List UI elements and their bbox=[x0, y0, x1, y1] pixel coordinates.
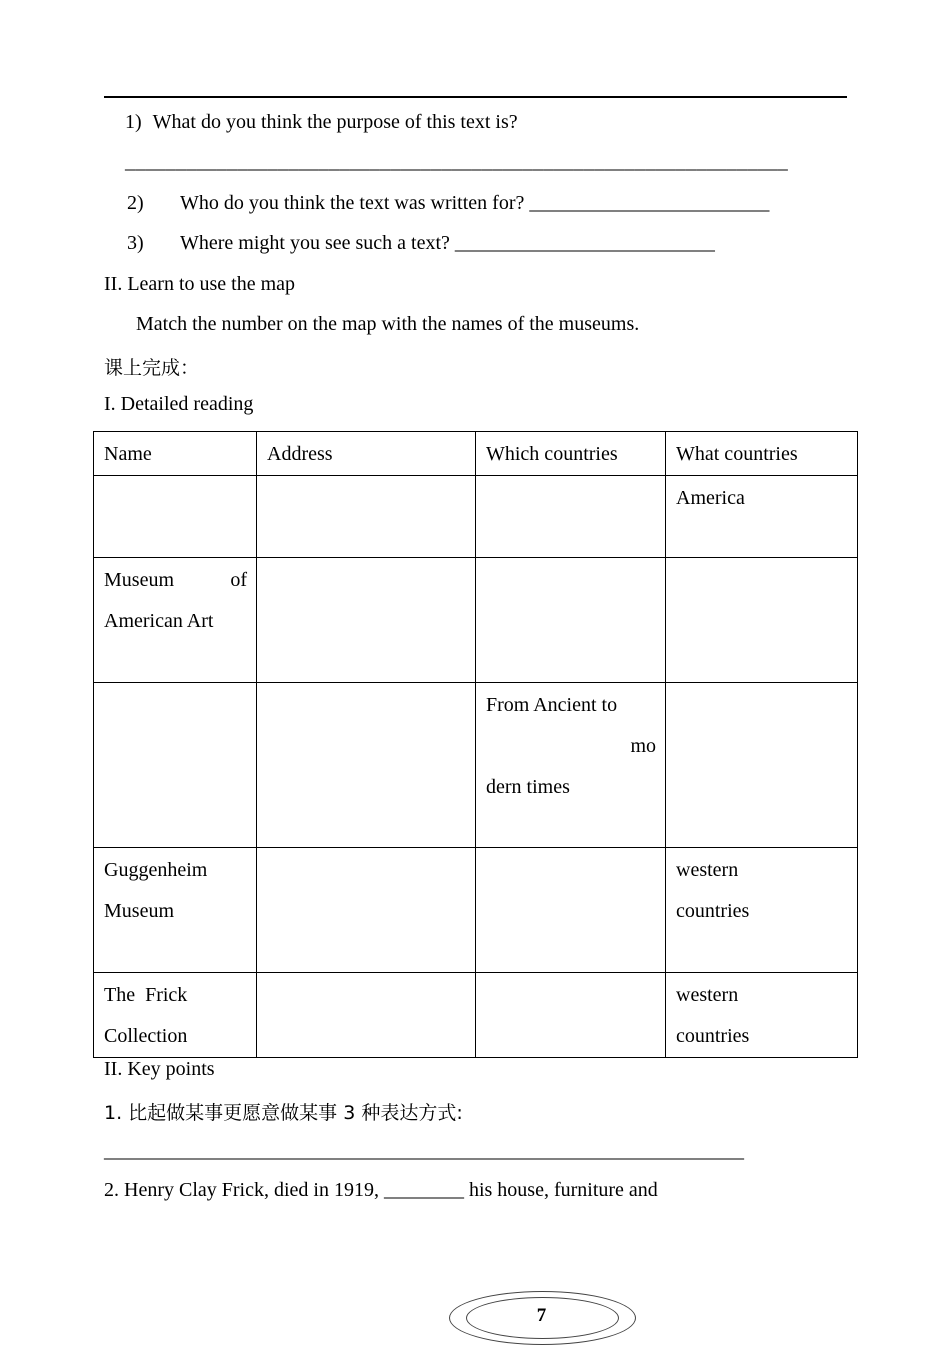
question-1-answer-line[interactable]: _________________________________________________________________ bbox=[125, 151, 788, 173]
question-2-text: Who do you think the text was written for? ________________________ bbox=[180, 192, 770, 214]
in-class-label: 课上完成： bbox=[104, 357, 200, 379]
key-point-1: 1. 比起做某事更愿意做某事 3 种表达方式: bbox=[104, 1102, 463, 1124]
cell-address[interactable] bbox=[257, 558, 476, 683]
cell-what-part-1: western bbox=[676, 984, 739, 1006]
table-row bbox=[94, 683, 858, 848]
question-1-number: 1) bbox=[125, 111, 142, 133]
table-row bbox=[94, 558, 858, 683]
column-header-name: Name bbox=[94, 432, 257, 476]
key-point-2: 2. Henry Clay Frick, died in 1919, ________ his house, furniture and bbox=[104, 1179, 658, 1201]
cell-name[interactable] bbox=[94, 683, 257, 848]
map-section-heading: II. Learn to use the map bbox=[104, 273, 296, 295]
cell-what: America bbox=[666, 476, 858, 558]
cell-which bbox=[476, 683, 666, 848]
column-header-which-countries: Which countries bbox=[476, 432, 666, 476]
map-section-instruction: Match the number on the map with the names of the museums. bbox=[136, 313, 640, 335]
cell-which[interactable] bbox=[476, 973, 666, 1058]
question-3-text: Where might you see such a text? __________________________ bbox=[180, 232, 715, 254]
cell-what bbox=[666, 848, 858, 973]
key-point-1-answer-line[interactable]: ________________________________________________________________ bbox=[104, 1140, 744, 1162]
table-header-row bbox=[94, 432, 858, 476]
cell-which-part-2: mo bbox=[630, 735, 656, 757]
column-header-address: Address bbox=[257, 432, 476, 476]
cell-name bbox=[94, 558, 257, 683]
cell-name bbox=[94, 973, 257, 1058]
cell-name-part-2: of bbox=[230, 569, 247, 591]
cell-what[interactable] bbox=[666, 683, 858, 848]
cell-which[interactable] bbox=[476, 848, 666, 973]
column-header-what-countries: What countries bbox=[666, 432, 858, 476]
top-rule bbox=[104, 96, 847, 98]
question-2-number: 2) bbox=[127, 192, 144, 214]
question-1-text: What do you think the purpose of this text is? bbox=[152, 111, 518, 133]
cell-what-part-1: western bbox=[676, 859, 739, 881]
question-1 bbox=[125, 111, 518, 134]
cell-name bbox=[94, 848, 257, 973]
cell-what[interactable] bbox=[666, 558, 858, 683]
museum-table bbox=[93, 431, 858, 1058]
table-row bbox=[94, 973, 858, 1058]
cell-what-part-2: countries bbox=[676, 900, 750, 922]
cell-address[interactable] bbox=[257, 476, 476, 558]
cell-name-part-2: Museum bbox=[104, 900, 174, 922]
key-points-heading: II. Key points bbox=[104, 1058, 215, 1080]
table-row bbox=[94, 476, 858, 558]
cell-name-part-1: Guggenheim bbox=[104, 859, 208, 881]
cell-what bbox=[666, 973, 858, 1058]
cell-which-part-1: From Ancient to bbox=[486, 694, 618, 716]
cell-name-part-1: Museum bbox=[104, 569, 174, 591]
cell-which[interactable] bbox=[476, 476, 666, 558]
cell-name[interactable] bbox=[94, 476, 257, 558]
cell-name-part-1: The Frick bbox=[104, 984, 188, 1006]
question-2 bbox=[127, 192, 769, 215]
cell-name-part-3: American Art bbox=[104, 610, 214, 632]
cell-what-part-2: countries bbox=[676, 1025, 750, 1047]
table-row bbox=[94, 848, 858, 973]
detailed-reading-heading: I. Detailed reading bbox=[104, 393, 254, 415]
cell-which[interactable] bbox=[476, 558, 666, 683]
cell-address[interactable] bbox=[257, 973, 476, 1058]
cell-address[interactable] bbox=[257, 848, 476, 973]
cell-address[interactable] bbox=[257, 683, 476, 848]
page-number: 7 bbox=[536, 1305, 547, 1326]
cell-which-part-3: dern times bbox=[486, 776, 570, 798]
cell-name-part-2: Collection bbox=[104, 1025, 188, 1047]
question-3 bbox=[127, 232, 715, 255]
question-3-number: 3) bbox=[127, 232, 144, 254]
